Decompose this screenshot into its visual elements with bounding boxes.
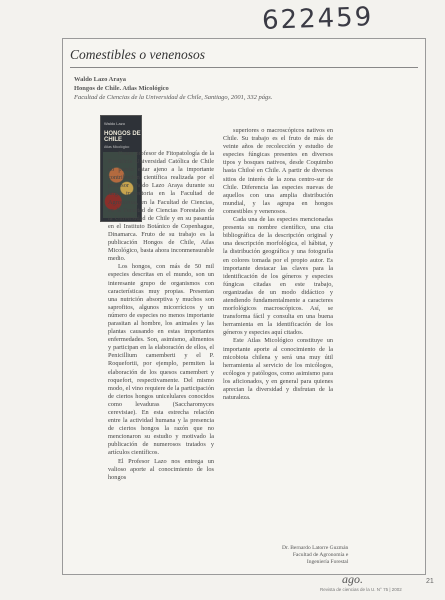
footer-caption: Revista de ciencias de la U. N° 75 | 2002 [320, 587, 402, 592]
cover-author: Waldo Lazo [104, 121, 125, 126]
paragraph: Como profesor de Fitopatología de la Pontificia Universidad Católica de Chile no puedo estar ajeno a la importante contribución científica realizada por el profesor Waldo Lazo Araya durante su larga trayectoria en la Facultad de Agronomía, en la Facultad de Ciencias, en la Facultad de Ciencias Forestales de la Universidad de Chile y en su pasantía en el Instituto Botánico de Copenhague, Dinamarca. Fruto de su trabajo es la publicación Hongos de Chile, Atlas Micológico, basta ahora inconmensurable medio. [108, 150, 214, 263]
reviewer-affiliation: Facultad de Agronomía e [292, 552, 349, 558]
handwritten-catalog-number: 622459 [261, 2, 374, 36]
publication-info: Facultad de Ciencias de la Universidad de Chile, Santiago, 2001, 332 págs. [74, 94, 273, 101]
article-title: Comestibles o venenosos [70, 47, 205, 62]
paragraph: superiores o macroscópicos nativos en Chile. Su trabajo es el fruto de más de veinte años de recolección y estudio de especies fúngicas presentes en diversos tipos y bosques nativos, desde Coquimbo hasta Chiloé en Chile. A partir de diversos sitios de interés de la zona centro-sur de Chile. Diferencia las especies nuevas de aquellos con una amplia distribución mundial, y las agrupa en hongos comestibles y venenosos. [223, 127, 333, 215]
paragraph: Cada una de las especies mencionadas presenta su nombre científico, una cita bibliográfica de la descripción original y una descripción morfológica, el hábitat, y la distribución geográfica y una fotografía en colores tomada por el propio autor. Es importante destacar las claves para la identificación de los géneros y especies fúngicas citadas en este trabajo, organizadas de un modo didáctico y atendiendo fundamentalmente a caracteres morfológicos macroscópicos. Así, se transforma fácil y consulta en una buena herramienta en la identificación de los géneros y especies aquí citados. [223, 216, 333, 337]
cover-subtitle: Atlas Micológico [104, 145, 130, 149]
paragraph: Los hongos, con más de 50 mil especies descritas en el mundo, son un interesante grupo de organismos con características muy propias. Presentan una nutrición absorptiva y muchos son saprofitos, algunos micorrícicos y un número de especies no menos importante parasitan al hombre, los animales y las plantas causando en estas importantes enfermedades. Son, asimismo, alimentos y participan en la elaboración de ellos, el Penicillium camemberti y el P. Roquefortii, por ejemplo, permiten la elaboración de los quesos camembert y roquefort, respectivamente. Del mismo modo, el vino requiere de la participación de ciertos hongos unicelulares conocidos como levaduras (Saccharomyces cerevisiae). En esta estrecha relación entre la actividad humana y la presencia de ciertos hongos la razón que no mencionaron su estudio y motivado la publicación de numerosos tratados y artículos científicos. [108, 263, 214, 457]
reviewer-name: Dr. Bernardo Latorre Guzmán [282, 545, 349, 551]
book-title: Hongos de Chile. Atlas Micológico [74, 85, 169, 92]
reviewer-signature [282, 545, 348, 566]
cover-title: HONGOS DE CHILE [104, 131, 141, 143]
reviewer-affiliation-2: Ingeniería Forestal [306, 559, 349, 565]
magazine-logo: ago. [342, 572, 363, 586]
title-rule [70, 67, 418, 68]
body-column-right [223, 127, 333, 402]
page-number: 21 [426, 578, 434, 585]
body-column-left [108, 150, 214, 482]
book-author: Waldo Lazo Araya [74, 76, 127, 83]
paragraph: Este Atlas Micológico constituye un importante aporte al conocimiento de la micobiota chilena y será una muy útil herramienta al servicio de los micólogos, ecólogos y patólogos, como asimismo para los aficionados, y en general para quienes aprecian la diversidad y disfrutan de la naturaleza. [223, 337, 333, 402]
paragraph: El Profesor Lazo nos entrega un valioso aporte al conocimiento de los hongos [108, 457, 214, 481]
